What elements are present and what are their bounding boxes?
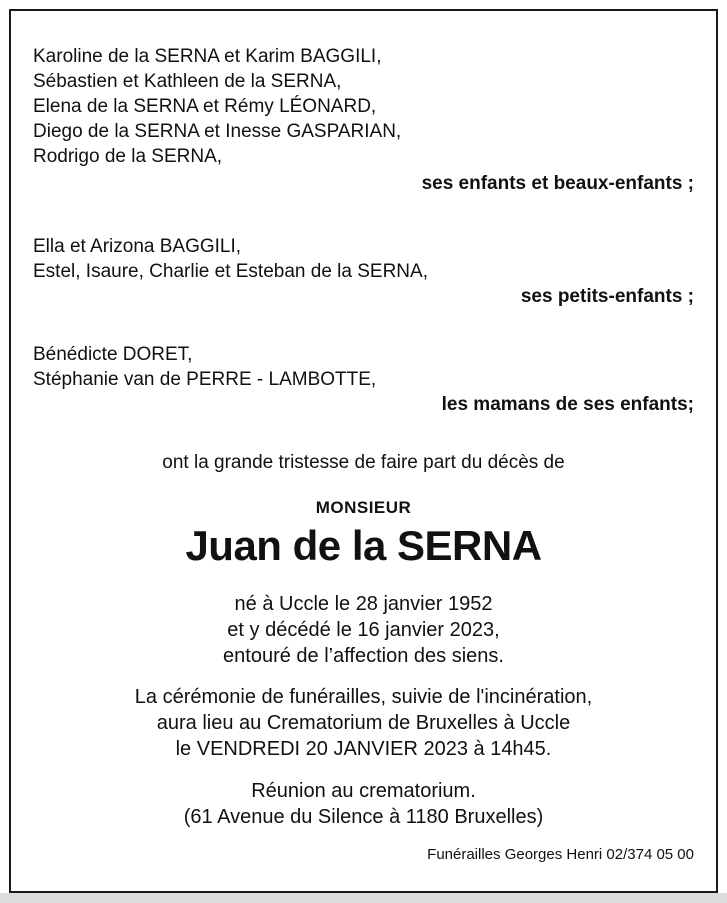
family-name-line: Ella et Arizona BAGGILI,	[33, 236, 242, 257]
life-line: né à Uccle le 28 janvier 1952	[234, 593, 493, 615]
family-name-line: Elena de la SERNA et Rémy LÉONARD,	[33, 96, 377, 117]
life-dates	[33, 591, 694, 669]
reunion-details	[33, 778, 694, 830]
obituary-notice	[9, 9, 718, 893]
family-name-line: Karoline de la SERNA et Karim BAGGILI,	[33, 46, 382, 67]
reunion-line: Réunion au crematorium.	[251, 780, 476, 802]
mothers-relation: les mamans de ses enfants;	[441, 394, 694, 415]
ceremony-line: le VENDREDI 20 JANVIER 2023 à 14h45.	[175, 738, 552, 760]
life-line: et y décédé le 16 janvier 2023,	[227, 619, 500, 641]
ceremony-line: aura lieu au Crematorium de Bruxelles à Uccle	[156, 712, 571, 734]
bottom-strip	[0, 893, 727, 903]
ceremony-line: La cérémonie de funérailles, suivie de l'incinération,	[134, 686, 593, 708]
reunion-line: (61 Avenue du Silence à 1180 Bruxelles)	[183, 806, 544, 828]
family-name-line: Diego de la SERNA et Inesse GASPARIAN,	[33, 121, 402, 142]
children-relation: ses enfants et beaux-enfants ;	[421, 173, 694, 194]
family-name-line: Bénédicte DORET,	[33, 344, 193, 365]
mothers-section	[33, 342, 694, 417]
deceased-name: Juan de la SERNA	[185, 522, 542, 569]
funeral-home-contact: Funérailles Georges Henri 02/374 05 00	[427, 846, 694, 863]
grandchildren-relation: ses petits-enfants ;	[520, 286, 694, 307]
family-name-line: Sébastien et Kathleen de la SERNA,	[33, 71, 342, 92]
announcement: ont la grande tristesse de faire part du décès de	[162, 452, 565, 473]
family-name-line: Estel, Isaure, Charlie et Esteban de la SERNA,	[33, 261, 428, 282]
family-name-line: Rodrigo de la SERNA,	[33, 146, 223, 167]
life-line: entouré de l’affection des siens.	[223, 645, 504, 667]
family-name-line: Stéphanie van de PERRE - LAMBOTTE,	[33, 369, 377, 390]
deceased-title: MONSIEUR	[315, 498, 412, 517]
grandchildren-section	[33, 234, 694, 309]
children-section	[33, 44, 694, 196]
ceremony-details	[33, 684, 694, 762]
